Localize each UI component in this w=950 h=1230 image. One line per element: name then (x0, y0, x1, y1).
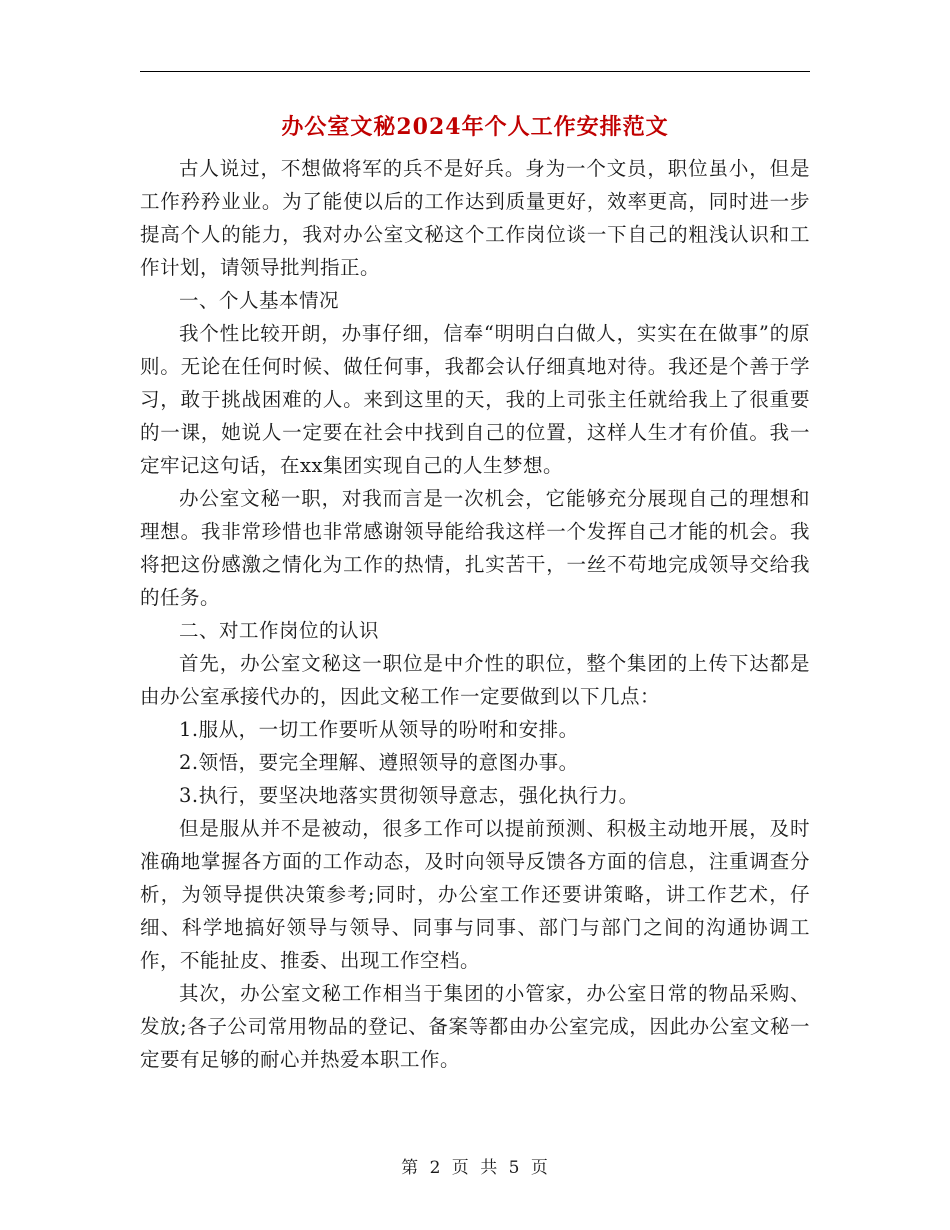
paragraph-personal: 我个性比较开朗，办事仔细，信奉“明明白白做人，实实在在做事”的原则。无论在任何时候、做任何事，我都会认仔细真地对待。我还是个善于学习，敢于挑战困难的人。来到这里的天，我的上司张主任就给我上了很重要的一课，她说人一定要在社会中找到自己的位置，这样人生才有价值。我一定牢记这句话，在xx集团实现自己的人生梦想。 (140, 322, 810, 477)
list-item-2: 2.领悟，要完全理解、遵照领导的意图办事。 (179, 751, 579, 774)
footer-total-pages: 5 (508, 1158, 521, 1178)
footer-suffix: 页 (530, 1158, 549, 1178)
document-title: 办公室文秘2024年个人工作安排范文 (281, 114, 669, 140)
section-heading-1: 一、个人基本情况 (179, 289, 340, 312)
list-item-3: 3.执行，要坚决地落实贯彻领导意志，强化执行力。 (179, 784, 639, 807)
list-item-1: 1.服从，一切工作要听从领导的吩咐和安排。 (179, 718, 579, 741)
document-body (140, 152, 810, 1076)
page-footer (0, 1153, 950, 1178)
footer-total-prefix: 共 (480, 1158, 499, 1178)
footer-page-word: 页 (451, 1158, 470, 1178)
paragraph-intro: 古人说过，不想做将军的兵不是好兵。身为一个文员，职位虽小，但是工作矜矜业业。为了能使以后的工作达到质量更好，效率更高，同时进一步提高个人的能力，我对办公室文秘这个工作岗位谈一下自己的粗浅认识和工作计划，请领导批判指正。 (140, 157, 810, 279)
header-rule (140, 71, 810, 72)
footer-current-page: 2 (429, 1158, 442, 1178)
footer-prefix: 第 (401, 1158, 420, 1178)
paragraph-proactive: 但是服从并不是被动，很多工作可以提前预测、积极主动地开展，及时准确地掌握各方面的工作动态，及时向领导反馈各方面的信息，注重调查分析，为领导提供决策参考;同时，办公室工作还要讲策略，讲工作艺术，仔细、科学地搞好领导与领导、同事与同事、部门与部门之间的沟通协调工作，不能扯皮、推委、出现工作空档。 (140, 817, 810, 972)
paragraph-second: 其次，办公室文秘工作相当于集团的小管家，办公室日常的物品采购、发放;各子公司常用物品的登记、备案等都由办公室完成，因此办公室文秘一定要有足够的耐心并热爱本职工作。 (140, 982, 810, 1071)
section-heading-2: 二、对工作岗位的认识 (179, 619, 380, 642)
paragraph-first: 首先，办公室文秘这一职位是中介性的职位，整个集团的上传下达都是由办公室承接代办的，因此文秘工作一定要做到以下几点： (140, 652, 810, 708)
paragraph-opportunity: 办公室文秘一职，对我而言是一次机会，它能够充分展现自己的理想和理想。我非常珍惜也非常感谢领导能给我这样一个发挥自己才能的机会。我将把这份感激之情化为工作的热情，扎实苦干，一丝不苟地完成领导交给我的任务。 (140, 487, 810, 609)
